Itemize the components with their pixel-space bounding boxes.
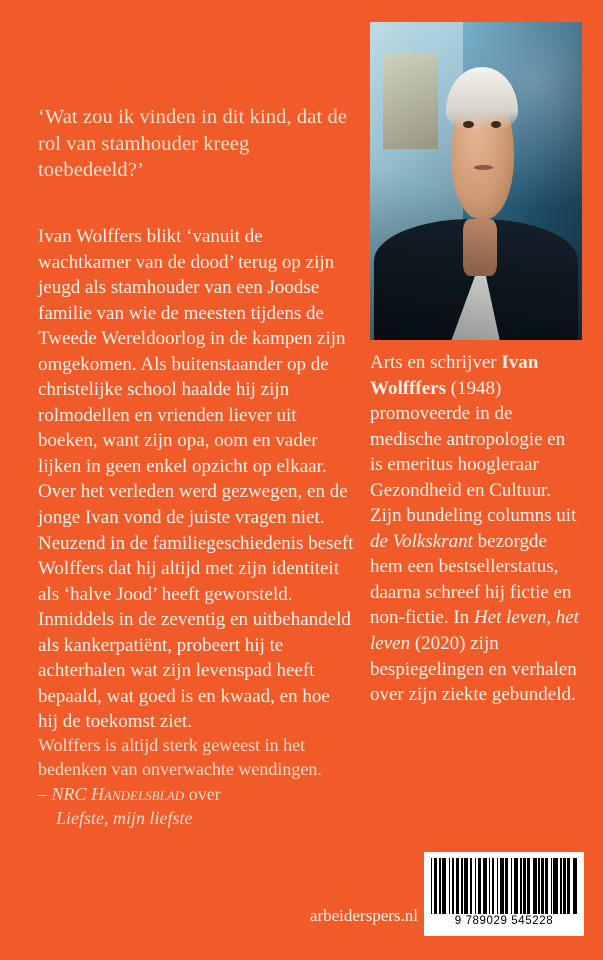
book-title-reference: Het leven, het leven xyxy=(370,607,579,655)
press-quote-source xyxy=(38,783,368,807)
bio-prefix: Arts en schrijver xyxy=(370,352,502,373)
newspaper-title: de Volkskrant xyxy=(370,530,473,552)
press-source-name: NRC Handelsblad xyxy=(51,783,185,804)
bio-rest-3: (2020) zijn bespiegelingen en verhalen over zijn ziekte gebundeld. xyxy=(370,633,577,706)
barcode-digits: 9 789029 545228 xyxy=(454,915,554,927)
author-name: Ivan Wolfffers xyxy=(370,352,539,399)
portrait-shading xyxy=(370,22,582,340)
blurb-paragraph-2: Neuzend in de familiegeschiedenis beseft Wolffers dat hij altijd met zijn identiteit als ‘halve Jood’ heeft geworsteld. Inmiddels in de zeventig en uitbehandeld als kankerpatiënt, probeert hij te achterhalen wat zijn levenspad heeft bepaald, wat goed is en kwaad, en hoe hij de toekomst ziet. xyxy=(38,532,354,733)
blurb-text xyxy=(38,224,354,735)
author-portrait-photo xyxy=(370,22,582,340)
press-source-suffix: over xyxy=(184,783,221,804)
press-quote-text: Wolffers is altijd sterk geweest in het bedenken van onverwachte wendingen. xyxy=(38,735,322,779)
pull-quote: ‘Wat zou ik vinden in dit kind, dat de rol van stamhouder kreeg toebedeeld?’ xyxy=(38,106,348,182)
barcode xyxy=(424,852,584,936)
bio-rest-2: bezorgde hem een bestsellerstatus, daarna schreef hij fictie en non-fictie. In xyxy=(370,530,572,629)
publisher-imprint: arbeiderspers.nl xyxy=(309,906,418,925)
blurb-paragraph-1: Ivan Wolffers blikt ‘vanuit de wachtkamer van de dood’ terug op zijn jeugd als stamhouder van een Joodse familie van wie de meesten tijdens de Tweede Wereldoorlog in de kampen zijn omgekomen. Als buitenstaander op de christelijke school haalde hij zijn rolmodellen en vrienden liever uit boeken, want zijn opa, oom en vader lijken in geen enkel opzicht op elkaar. Over het verleden werd gezwegen, en de jonge Ivan vond de juiste vragen niet. xyxy=(38,226,348,529)
press-quote-book-title xyxy=(38,807,368,831)
bio-rest-1: (1948) promoveerde in de medische antropologie en is emeritus hoogleraar Gezondheid en Cultuur. Zijn bundeling columns uit xyxy=(370,377,577,527)
barcode-bars xyxy=(431,858,577,914)
press-dash: – xyxy=(38,783,52,804)
press-quote xyxy=(38,734,368,831)
author-bio-paragraph xyxy=(370,350,580,708)
author-bio xyxy=(370,350,580,708)
press-book-title-italic: Liefste, mijn liefste xyxy=(56,807,193,828)
